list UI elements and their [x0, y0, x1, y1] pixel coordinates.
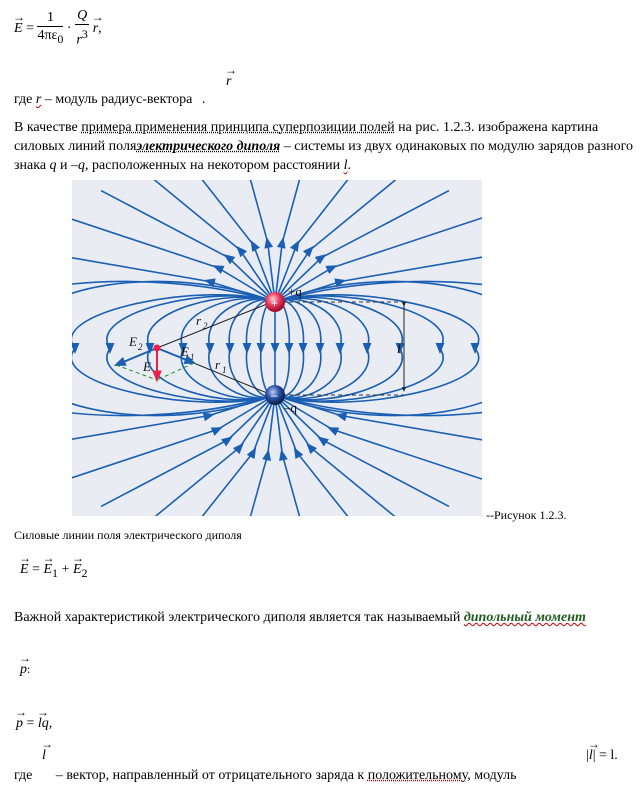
- r-vector-glyph: → r: [226, 72, 231, 91]
- comma-2: ,: [48, 716, 53, 731]
- positive-link[interactable]: положительному: [367, 768, 468, 783]
- E-label: E: [143, 359, 151, 374]
- numerator-one: 1: [37, 10, 63, 27]
- para-text-1: В качестве: [14, 120, 82, 135]
- distance-label: l: [397, 341, 401, 356]
- epsilon-subscript: 0: [57, 31, 64, 46]
- superposition-paragraph: [14, 118, 634, 175]
- l-modulus-formula: [586, 746, 618, 765]
- lower-line-10: [275, 395, 482, 481]
- charge-q: q: [49, 158, 57, 173]
- E1-label: E: [181, 344, 189, 359]
- l-vector-symbol: [42, 746, 46, 765]
- loop-line-r-5: [275, 297, 402, 400]
- coulomb-field-formula: [14, 8, 102, 50]
- equals-sign: =: [26, 21, 34, 37]
- period: .: [201, 92, 206, 107]
- dipole-para-text: Важной характеристикой электрического диполя является так называемый: [14, 610, 464, 625]
- comma: ,: [98, 21, 102, 37]
- equals: =: [32, 562, 40, 577]
- para-text-2: на рис. 1.2.3. изображена картина силовых линий поля: [14, 120, 599, 154]
- para-text-5: , расположенных на некотором расстоянии: [85, 158, 344, 173]
- distance-l: l: [343, 158, 348, 173]
- charge-q-2: q: [41, 716, 49, 731]
- radius-vector-symbol: [226, 72, 231, 91]
- radius-vector-r: → r: [93, 19, 98, 38]
- final-text-end: , модуль: [467, 768, 517, 783]
- superposition-formula: [20, 560, 88, 583]
- final-sentence: [14, 766, 517, 785]
- loop-line-r-3: [275, 299, 341, 398]
- r2-line: [157, 302, 272, 348]
- plus-q-label: +q: [288, 284, 302, 299]
- E1-vector: → E: [43, 560, 52, 579]
- dipole-field-svg: [72, 180, 482, 516]
- equals-2: =: [26, 716, 35, 731]
- parallelogram-side-2: [157, 363, 194, 380]
- colon: :: [27, 662, 31, 676]
- final-text: – вектор, направленный от отрицательного заряда к: [55, 768, 368, 783]
- r1-label: r: [215, 357, 221, 372]
- field-vector-E: → E: [14, 19, 23, 38]
- svg-text:–: –: [271, 388, 278, 402]
- figure-caption: Силовые линии поля электрического диполя: [14, 528, 242, 542]
- figure-reference: --Рисунок 1.2.3.: [486, 508, 567, 522]
- loop-line-r-6: [275, 296, 443, 401]
- r-cubed: r: [76, 32, 82, 48]
- dipole-field-figure: [72, 180, 482, 516]
- E2-subscript: 2: [138, 342, 143, 352]
- l-vector: → l: [38, 714, 42, 733]
- para-text-3: – системы из двух одинаковых по модулю зарядов разного знака: [14, 139, 634, 173]
- para-text-4: и: [56, 158, 72, 173]
- superposition-link[interactable]: примера применения принципа суперпозиции полей: [81, 120, 395, 135]
- minus-q-label: –q: [284, 400, 297, 415]
- modulus-sentence: [14, 90, 205, 109]
- r2-subscript: 2: [203, 321, 208, 331]
- r1-subscript: 1: [222, 365, 227, 375]
- word-where-2: где: [14, 768, 33, 783]
- dipole-moment-formula: [16, 714, 52, 733]
- dot-operator: ·: [66, 21, 72, 37]
- charge-Q: Q: [77, 8, 88, 23]
- loop-line-l-5: [148, 297, 275, 400]
- abs-right: | = l.: [592, 748, 618, 763]
- l-vector-glyph: → l: [42, 746, 46, 765]
- p-vector: → p: [20, 660, 27, 679]
- subscript-1: 1: [52, 565, 59, 580]
- loop-line-r-0: [275, 300, 289, 396]
- l-vector-abs: → l: [589, 746, 593, 765]
- E2-vector: → E: [73, 560, 82, 579]
- E-vector: → E: [20, 560, 29, 579]
- abs-left: |: [586, 748, 589, 763]
- dipole-moment-term: дипольный момент: [463, 610, 586, 625]
- p-vector-line: [20, 660, 30, 679]
- p-vector-2: → p: [16, 714, 23, 733]
- subscript-2: 2: [81, 565, 88, 580]
- r-symbol: r: [35, 92, 42, 107]
- upper-line-10: [275, 216, 482, 302]
- modulus-text: – модуль радиус-вектора: [44, 92, 193, 107]
- svg-text:+: +: [271, 296, 279, 310]
- fraction-charge: [75, 8, 89, 50]
- para-text-6: .: [347, 158, 351, 173]
- r2-label: r: [196, 313, 202, 328]
- E1-subscript: 1: [190, 352, 195, 362]
- loop-line-l-0: [261, 300, 275, 396]
- word-where: где: [14, 92, 33, 107]
- upper-line-5: [248, 180, 275, 302]
- plus: +: [61, 562, 70, 577]
- denominator: 4πε: [37, 27, 58, 43]
- field-point: [154, 345, 161, 352]
- dipole-term[interactable]: электрического диполя: [136, 139, 281, 154]
- cube-exponent: 3: [81, 27, 88, 41]
- E2-label: E: [129, 334, 137, 349]
- fraction-constant: [37, 10, 63, 48]
- charge-minus-q: –q: [71, 158, 86, 173]
- lower-line-5: [248, 395, 275, 516]
- dipole-moment-paragraph: [14, 608, 638, 627]
